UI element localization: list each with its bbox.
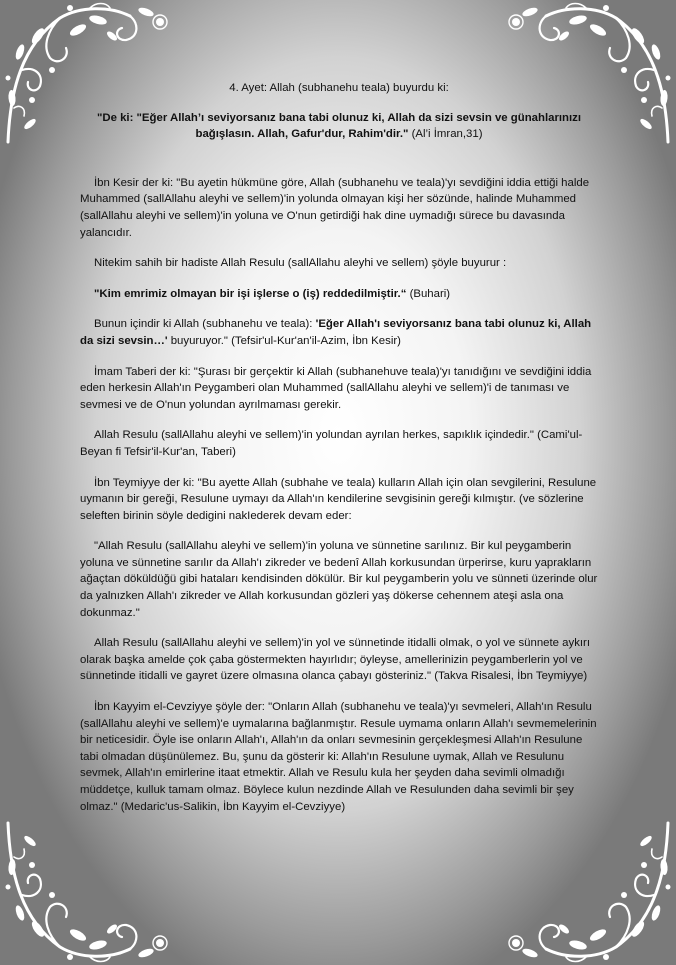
paragraph-bold: "Kim emrimiz olmayan bir işi işlerse o (iş) reddedilmiştir.“ (94, 287, 407, 300)
paragraph-pre: "Allah Resulu (sallAllahu aleyhi ve sellem)'in yoluna ve sünnetine sarılınız. Bir kul peygamberin yoluna ve sünnetine sarılır da Allah'ı zikreder ve bedenî Allah korkusundan ürperirse, kuru yaprakların ağaçtan döküldüğü gibi hataları kendisinden dökülür. Bir kul peygamberin yolu ve sünneti üzerinde olur da yalnızken Allah'ı zikreder ve Allah korkusundan gözleri yaş dökerse cehennem ateşi asla ona dokunmaz." (80, 540, 598, 619)
paragraph (80, 475, 598, 525)
paragraph (80, 538, 598, 621)
document-body (80, 80, 598, 829)
paragraph (80, 175, 598, 241)
paragraph (80, 255, 598, 272)
commentary-paragraphs (80, 175, 598, 815)
paragraph-post: (Buhari) (406, 287, 451, 300)
paragraph-pre: Allah Resulu (sallAllahu aleyhi ve sellem)'in yolundan ayrılan herkes, sapıklık içindedir." (Cami'ul-Beyan fi Tefsir'il-Kur'an, Taberi) (80, 429, 583, 458)
paragraph-pre: İbn Kesir der ki: "Bu ayetin hükmüne göre, Allah (subhanehu ve teala)'yı sevdiğini iddia ettiği halde Muhammed (sallAllahu aleyhi ve sellem)'in yolunda olmayan kişi her sözünde, halinde Muhammed (sallAllahu aleyhi ve sellem)'in yoluna ve O'nun getirdiği hak dine uymadığı sürece bu davasında yalancıdır. (80, 176, 590, 239)
paragraph-pre: Allah Resulu (sallAllahu aleyhi ve sellem)'in yol ve sünnetinde itidalli olmak, o yol ve sünnete aykırı olarak başka amelde çok çaba göstermekten hayırlıdır; öyleyse, amellerinizin peygamberlerin yol ve sünnetinde itidalli ve gayret üzere olmasına olanca çabayı gösteriniz." (Takva Risalesi, İbn Teymiyye) (80, 637, 591, 683)
paragraph-pre: Bunun içindir ki Allah (subhanehu ve teala): (94, 318, 316, 331)
paragraph (80, 286, 598, 303)
verse-quote-text: "De ki: "Eğer Allah’ı seviyorsanız bana tabi olunuz ki, Allah da sizi sevsin ve günahlarınızı bağışlasın. Allah, Gafur'dur, Rahim'dir." (96, 111, 582, 141)
paragraph-pre: İmam Taberi der ki: "Şurası bir gerçektir ki Allah (subhanehuve teala)'yı tanıdığını ve sevdiğini iddia eden herkesin Allah'ın Peygamberi olan Muhammed (sallAllahu aleyhi ve sellem)'i de tanıması ve sevmesi ve de O'nun yolundan ayrılmaması gerekir. (80, 365, 592, 411)
paragraph-post: buyuruyor." (Tefsir'ul-Kur'an'il-Azim, İbn Kesir) (167, 334, 401, 347)
paragraph (80, 316, 598, 349)
paragraph-pre: Nitekim sahih bir hadiste Allah Resulu (sallAllahu aleyhi ve sellem) şöyle buyurur : (94, 257, 507, 270)
verse-heading: 4. Ayet: Allah (subhanehu teala) buyurdu ki: (229, 82, 449, 94)
paragraph-bold: 'Eğer Allah'ı seviyorsanız bana tabi olunuz ki, Allah da sizi sevsin…' (80, 318, 592, 347)
paragraph (80, 427, 598, 460)
verse-quote (80, 110, 598, 143)
verse-reference: (Al’i İmran,31) (408, 128, 483, 141)
paragraph-pre: İbn Teymiyye der ki: "Bu ayette Allah (subhahe ve teala) kulların Allah için olan sevgilerini, Resulune uymanın bir gereği, Resulune uymayı da Allah'ın kendilerine sevgisinin gereği kılmıştır. (ve sözlerine seleften birinin söyle dedigini nakIederek devam eder: (80, 476, 597, 522)
floral-corner-bottom-left-icon (0, 815, 175, 965)
paragraph (80, 699, 598, 815)
paragraph (80, 364, 598, 414)
floral-corner-bottom-right-icon (501, 815, 676, 965)
paragraph (80, 635, 598, 685)
paragraph-pre: İbn Kayyim el-Cevziyye şöyle der: "Onların Allah (subhanehu ve teala)'yı sevmeleri, Allah'ın Resulu (sallAllahu aleyhi ve sellem)'e uymalarına bağlanmıştır. Resule uymama onların Allah'ı sevmemelerinin bir neticesidir. Öyle ise onların Allah'ı, Allah'ın da onları sevmesinin gerçekleşmesi Allah'ın Resulune tabi olmadan düşünülemez. Bu, şunu da gösterir ki: Allah'ın Resulune uymak, Allah ve Resulunu sevmek, Allah'ın emirlerine itaat etmektir. Allah ve Resulu kula her şeyden daha sevimli olmadığı müddetçe, kulluk tamam olmaz. Böylece kulun nezdinde Allah ve Resulunden daha sevimli bir şey olmaz." (Medaric'us-Salikin, İbn Kayyim el-Cevziyye) (80, 701, 597, 813)
